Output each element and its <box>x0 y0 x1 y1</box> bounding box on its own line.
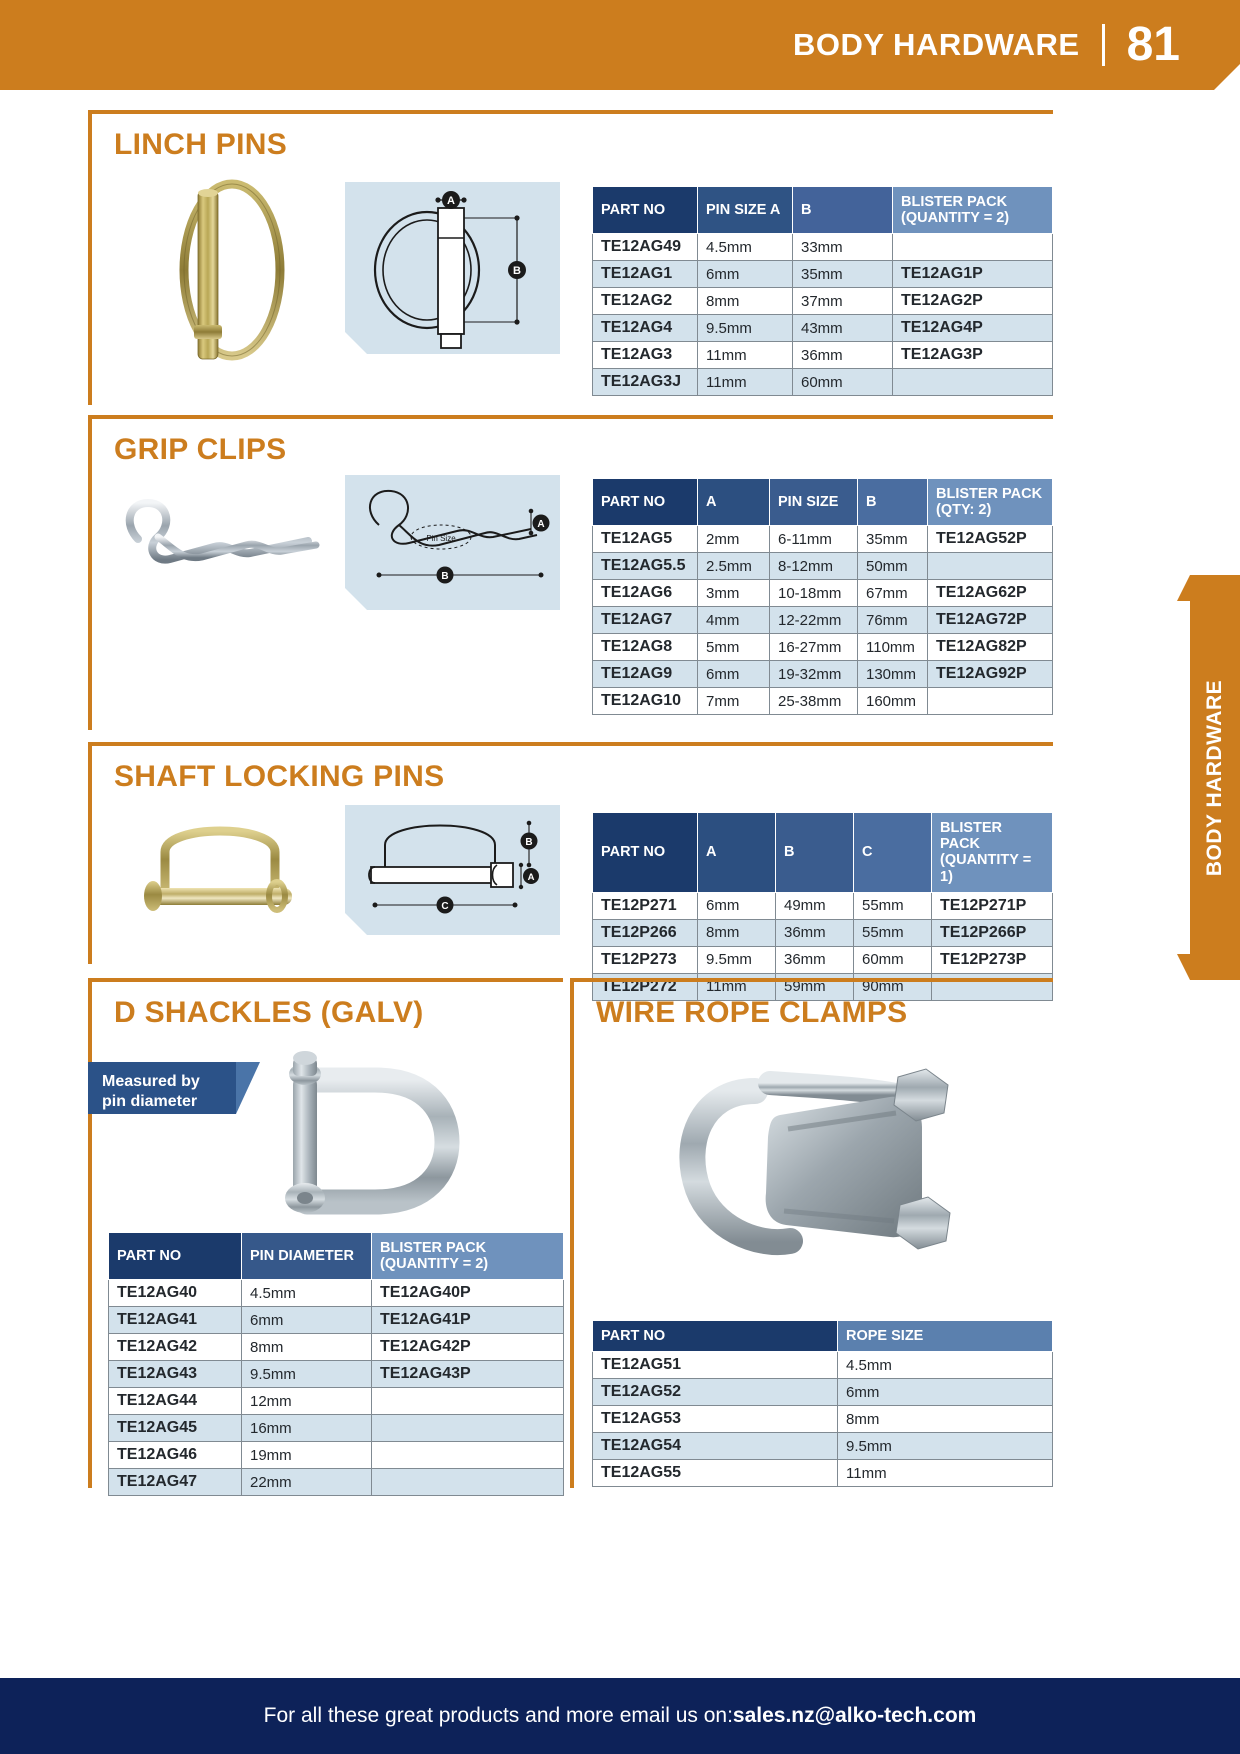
page-footer <box>0 1678 1240 1754</box>
cell-blister-pack <box>372 1469 564 1496</box>
cell-rope-size: 4.5mm <box>838 1352 1053 1379</box>
cell-b: 37mm <box>793 288 893 315</box>
cell-part-no: TE12P273 <box>593 946 698 973</box>
cell-part-no: TE12AG49 <box>593 234 698 261</box>
cell-blister-pack: TE12AG41P <box>372 1307 564 1334</box>
cell-a: 7mm <box>698 688 770 715</box>
page-title: BODY HARDWARE <box>792 27 1080 62</box>
cell-pin-size: 8mm <box>698 288 793 315</box>
cell-part-no: TE12AG41 <box>109 1307 242 1334</box>
cell-b: 35mm <box>793 261 893 288</box>
cell-pin-diameter: 12mm <box>242 1388 372 1415</box>
cell-rope-size: 11mm <box>838 1460 1053 1487</box>
cell-blister-pack: TE12AG43P <box>372 1361 564 1388</box>
shaft-locking-pin-diagram <box>345 805 560 935</box>
cell-pin-diameter: 22mm <box>242 1469 372 1496</box>
cell-rope-size: 8mm <box>838 1406 1053 1433</box>
col-a: A <box>698 813 776 893</box>
table-row <box>593 234 1053 261</box>
footer-email[interactable]: sales.nz@alko-tech.com <box>732 1704 977 1727</box>
table-body <box>593 1352 1053 1487</box>
table-row <box>109 1442 564 1469</box>
cell-pin-diameter: 6mm <box>242 1307 372 1334</box>
cell-part-no: TE12AG10 <box>593 688 698 715</box>
table-row <box>109 1361 564 1388</box>
header-divider <box>1102 24 1105 66</box>
cell-a: 4mm <box>698 607 770 634</box>
cell-part-no: TE12AG55 <box>593 1460 838 1487</box>
col-part-no: PART NO <box>593 1321 838 1352</box>
cell-part-no: TE12AG42 <box>109 1334 242 1361</box>
header-inner <box>793 0 1210 90</box>
grip-clip-photo <box>118 495 328 585</box>
cell-blister-pack: TE12AG3P <box>893 342 1053 369</box>
svg-text:C: C <box>441 901 449 912</box>
svg-text:B: B <box>441 571 449 582</box>
col-part-no: PART NO <box>593 813 698 893</box>
cell-pin-size: 6-11mm <box>770 526 858 553</box>
cell-blister-pack: TE12AG62P <box>928 580 1053 607</box>
cell-b: 76mm <box>858 607 928 634</box>
table-row <box>109 1388 564 1415</box>
table-header-row <box>109 1233 564 1280</box>
table-linch-pins <box>592 186 1053 396</box>
cell-part-no: TE12P272 <box>593 973 698 1000</box>
table-grip-clips <box>592 478 1053 715</box>
cell-blister-pack: TE12P271P <box>932 892 1053 919</box>
cell-part-no: TE12AG46 <box>109 1442 242 1469</box>
footer-text: For all these great products and more email us on: <box>263 1704 733 1727</box>
table-header-row <box>593 1321 1053 1352</box>
section-title-shaft-locking-pins: SHAFT LOCKING PINS <box>114 760 445 793</box>
table-wire-rope-clamps <box>592 1320 1053 1487</box>
cell-b: 110mm <box>858 634 928 661</box>
table-row <box>593 261 1053 288</box>
cell-pin-diameter: 9.5mm <box>242 1361 372 1388</box>
cell-part-no: TE12AG3 <box>593 342 698 369</box>
table-d-shackles <box>108 1232 564 1496</box>
cell-b: 36mm <box>793 342 893 369</box>
cell-c: 60mm <box>854 946 932 973</box>
cell-blister-pack <box>928 553 1053 580</box>
table-body <box>109 1280 564 1496</box>
table-row <box>593 661 1053 688</box>
cell-b: 49mm <box>776 892 854 919</box>
cell-a: 11mm <box>698 973 776 1000</box>
cell-part-no: TE12P271 <box>593 892 698 919</box>
table-row <box>593 580 1053 607</box>
cell-a: 8mm <box>698 919 776 946</box>
cell-part-no: TE12AG8 <box>593 634 698 661</box>
cell-blister-pack <box>893 234 1053 261</box>
table-row <box>109 1334 564 1361</box>
table-header-row <box>593 813 1053 893</box>
cell-part-no: TE12AG9 <box>593 661 698 688</box>
cell-c: 90mm <box>854 973 932 1000</box>
col-a: A <box>698 479 770 526</box>
side-tab-body-hardware <box>1190 575 1240 980</box>
wire-rope-clamp-photo <box>660 1055 960 1290</box>
col-pin-size: PIN SIZE <box>770 479 858 526</box>
cell-b: 36mm <box>776 919 854 946</box>
cell-part-no: TE12AG1 <box>593 261 698 288</box>
cell-rope-size: 6mm <box>838 1379 1053 1406</box>
cell-pin-size: 10-18mm <box>770 580 858 607</box>
table-body <box>593 234 1053 396</box>
cell-pin-size: 11mm <box>698 342 793 369</box>
col-b: B <box>776 813 854 893</box>
cell-pin-diameter: 19mm <box>242 1442 372 1469</box>
cell-part-no: TE12AG5.5 <box>593 553 698 580</box>
cell-blister-pack <box>893 369 1053 396</box>
col-blister-pack: BLISTER PACK (QTY: 2) <box>928 479 1053 526</box>
cell-blister-pack: TE12AG52P <box>928 526 1053 553</box>
cell-part-no: TE12AG43 <box>109 1361 242 1388</box>
table-shaft-locking-pins <box>592 812 1053 1001</box>
cell-pin-size: 16-27mm <box>770 634 858 661</box>
cell-blister-pack: TE12AG82P <box>928 634 1053 661</box>
col-rope-size: ROPE SIZE <box>838 1321 1053 1352</box>
table-row <box>593 892 1053 919</box>
col-c: C <box>854 813 932 893</box>
cell-pin-size: 8-12mm <box>770 553 858 580</box>
cell-blister-pack: TE12AG92P <box>928 661 1053 688</box>
svg-text:Pin Size: Pin Size <box>426 534 456 543</box>
table-row <box>593 919 1053 946</box>
table-row <box>109 1469 564 1496</box>
linch-pin-photo <box>140 175 325 365</box>
cell-part-no: TE12AG40 <box>109 1280 242 1307</box>
table-row <box>593 1352 1053 1379</box>
cell-part-no: TE12AG7 <box>593 607 698 634</box>
col-b: B <box>793 187 893 234</box>
col-blister-pack: BLISTER PACK (QUANTITY = 2) <box>893 187 1053 234</box>
table-row <box>593 1460 1053 1487</box>
svg-text:B: B <box>513 265 521 277</box>
col-part-no: PART NO <box>109 1233 242 1280</box>
cell-a: 2.5mm <box>698 553 770 580</box>
cell-part-no: TE12AG52 <box>593 1379 838 1406</box>
table-row <box>593 553 1053 580</box>
cell-blister-pack <box>928 688 1053 715</box>
cell-pin-size: 19-32mm <box>770 661 858 688</box>
section-title-d-shackles: D SHACKLES (GALV) <box>114 996 424 1029</box>
d-shackle-photo <box>235 1040 470 1230</box>
cell-part-no: TE12P266 <box>593 919 698 946</box>
col-blister-pack: BLISTER PACK (QUANTITY = 2) <box>372 1233 564 1280</box>
table-row <box>109 1415 564 1442</box>
cell-part-no: TE12AG51 <box>593 1352 838 1379</box>
col-pin-size-a: PIN SIZE A <box>698 187 793 234</box>
col-part-no: PART NO <box>593 479 698 526</box>
cell-b: 33mm <box>793 234 893 261</box>
cell-c: 55mm <box>854 892 932 919</box>
table-header-row <box>593 479 1053 526</box>
cell-part-no: TE12AG4 <box>593 315 698 342</box>
cell-blister-pack: TE12AG42P <box>372 1334 564 1361</box>
cell-part-no: TE12AG45 <box>109 1415 242 1442</box>
cell-b: 50mm <box>858 553 928 580</box>
cell-c: 55mm <box>854 919 932 946</box>
cell-part-no: TE12AG3J <box>593 369 698 396</box>
svg-text:A: A <box>447 195 455 207</box>
cell-pin-size: 6mm <box>698 261 793 288</box>
cell-a: 6mm <box>698 661 770 688</box>
cell-blister-pack: TE12AG72P <box>928 607 1053 634</box>
cell-pin-size: 11mm <box>698 369 793 396</box>
table-row <box>593 526 1053 553</box>
table-row <box>593 369 1053 396</box>
svg-text:A: A <box>527 872 535 883</box>
callout-measured-by-pin-diameter <box>88 1062 236 1114</box>
cell-blister-pack: TE12P266P <box>932 919 1053 946</box>
section-title-wire-rope-clamps: WIRE ROPE CLAMPS <box>596 996 908 1029</box>
table-row <box>593 1379 1053 1406</box>
cell-b: 67mm <box>858 580 928 607</box>
cell-part-no: TE12AG47 <box>109 1469 242 1496</box>
cell-blister-pack <box>372 1442 564 1469</box>
section-title-grip-clips: GRIP CLIPS <box>114 433 287 466</box>
col-part-no: PART NO <box>593 187 698 234</box>
cell-pin-diameter: 8mm <box>242 1334 372 1361</box>
cell-blister-pack: TE12AG40P <box>372 1280 564 1307</box>
cell-blister-pack: TE12AG4P <box>893 315 1053 342</box>
table-row <box>593 1406 1053 1433</box>
table-row <box>109 1280 564 1307</box>
col-b: B <box>858 479 928 526</box>
table-row <box>593 1433 1053 1460</box>
table-row <box>593 688 1053 715</box>
cell-part-no: TE12AG6 <box>593 580 698 607</box>
svg-text:A: A <box>537 519 545 530</box>
table-row <box>593 342 1053 369</box>
col-pin-diameter: PIN DIAMETER <box>242 1233 372 1280</box>
table-body <box>593 526 1053 715</box>
table-row <box>593 634 1053 661</box>
table-row <box>593 315 1053 342</box>
cell-part-no: TE12AG5 <box>593 526 698 553</box>
table-row <box>593 607 1053 634</box>
side-tab-label: BODY HARDWARE <box>1203 679 1226 876</box>
page-number: 81 <box>1126 18 1180 71</box>
cell-a: 9.5mm <box>698 946 776 973</box>
cell-b: 130mm <box>858 661 928 688</box>
callout-line-1: Measured by <box>102 1073 200 1090</box>
cell-pin-size: 25-38mm <box>770 688 858 715</box>
cell-b: 60mm <box>793 369 893 396</box>
cell-pin-diameter: 4.5mm <box>242 1280 372 1307</box>
section-title-linch-pins: LINCH PINS <box>114 128 288 161</box>
table-row <box>593 946 1053 973</box>
cell-b: 59mm <box>776 973 854 1000</box>
cell-pin-size: 9.5mm <box>698 315 793 342</box>
cell-part-no: TE12AG54 <box>593 1433 838 1460</box>
callout-line-2: pin diameter <box>102 1092 198 1110</box>
cell-pin-size: 4.5mm <box>698 234 793 261</box>
cell-pin-size: 12-22mm <box>770 607 858 634</box>
page-header <box>0 0 1240 90</box>
cell-part-no: TE12AG44 <box>109 1388 242 1415</box>
cell-a: 5mm <box>698 634 770 661</box>
cell-a: 6mm <box>698 892 776 919</box>
cell-a: 2mm <box>698 526 770 553</box>
cell-b: 35mm <box>858 526 928 553</box>
grip-clip-diagram <box>345 475 560 610</box>
cell-blister-pack <box>372 1388 564 1415</box>
cell-b: 43mm <box>793 315 893 342</box>
cell-a: 3mm <box>698 580 770 607</box>
table-row <box>109 1307 564 1334</box>
shaft-locking-pin-photo <box>125 808 325 938</box>
cell-blister-pack: TE12P273P <box>932 946 1053 973</box>
cell-b: 36mm <box>776 946 854 973</box>
svg-text:B: B <box>525 837 533 848</box>
table-row <box>593 288 1053 315</box>
cell-pin-diameter: 16mm <box>242 1415 372 1442</box>
table-header-row <box>593 187 1053 234</box>
col-blister-pack: BLISTER PACK (QUANTITY = 1) <box>932 813 1053 893</box>
linch-pin-diagram <box>345 182 560 354</box>
cell-blister-pack: TE12AG2P <box>893 288 1053 315</box>
cell-part-no: TE12AG2 <box>593 288 698 315</box>
cell-b: 160mm <box>858 688 928 715</box>
cell-rope-size: 9.5mm <box>838 1433 1053 1460</box>
cell-part-no: TE12AG53 <box>593 1406 838 1433</box>
cell-blister-pack <box>372 1415 564 1442</box>
cell-blister-pack: TE12AG1P <box>893 261 1053 288</box>
